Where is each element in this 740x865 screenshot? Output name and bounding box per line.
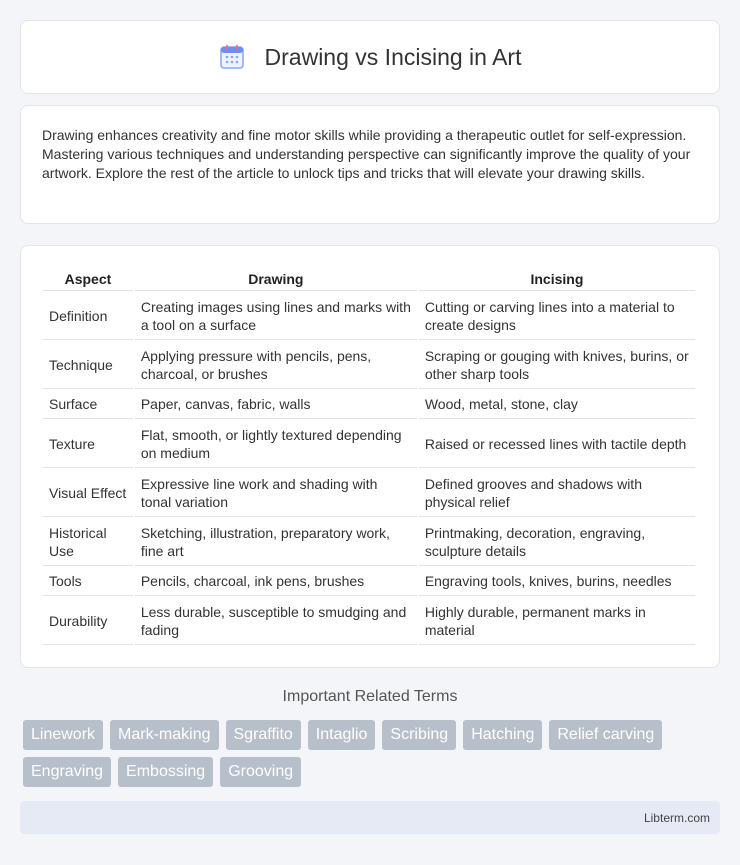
cell-incising: Raised or recessed lines with tactile depth [419,419,695,468]
table-row [43,419,695,468]
table-row [43,566,695,596]
term-tag[interactable]: Engraving [23,757,111,787]
cell-aspect: Surface [43,389,133,419]
column-header-drawing: Drawing [135,266,417,291]
table-row [43,468,695,517]
related-terms-list [23,720,723,787]
cell-drawing: Sketching, illustration, preparatory work, fine art [135,517,417,566]
table-header-row [43,266,695,291]
cell-aspect: Visual Effect [43,468,133,517]
term-tag[interactable]: Relief carving [549,720,662,750]
cell-incising: Cutting or carving lines into a material to create designs [419,291,695,340]
table-row [43,517,695,566]
related-terms-title: Important Related Terms [282,688,458,705]
footer [20,801,720,834]
cell-incising: Scraping or gouging with knives, burins, or other sharp tools [419,340,695,389]
term-tag[interactable]: Linework [23,720,103,750]
cell-drawing: Expressive line work and shading with tonal variation [135,468,417,517]
term-tag[interactable]: Hatching [463,720,542,750]
cell-aspect: Texture [43,419,133,468]
cell-incising: Printmaking, decoration, engraving, sculpture details [419,517,695,566]
table-row [43,291,695,340]
cell-drawing: Pencils, charcoal, ink pens, brushes [135,566,417,596]
column-header-incising: Incising [419,266,695,291]
cell-aspect: Definition [43,291,133,340]
cell-incising: Defined grooves and shadows with physical relief [419,468,695,517]
header [219,44,522,71]
term-tag[interactable]: Embossing [118,757,213,787]
cell-incising: Engraving tools, knives, burins, needles [419,566,695,596]
cell-drawing: Less durable, susceptible to smudging and fading [135,596,417,645]
page-title: Drawing vs Incising in Art [264,43,522,70]
term-tag[interactable]: Grooving [220,757,301,787]
cell-drawing: Flat, smooth, or lightly textured depending on medium [135,419,417,468]
term-tag[interactable]: Scribing [382,720,456,750]
intro-text: Drawing enhances creativity and fine motor skills while providing a therapeutic outlet for self-expression. Mastering various techniques and understanding perspective can significantly improve the quality of your artwork. Explore the rest of the article to unlock tips and tricks that will elevate your drawing skills. [42,127,691,181]
footer-site-link[interactable]: Libterm.com [643,810,710,825]
term-tag[interactable]: Intaglio [308,720,376,750]
term-tag[interactable]: Sgraffito [226,720,301,750]
cell-drawing: Creating images using lines and marks with a tool on a surface [135,291,417,340]
intro-card [20,105,720,224]
cell-incising: Wood, metal, stone, clay [419,389,695,419]
calendar-icon [219,44,245,70]
table-row [43,596,695,645]
comparison-card [20,245,720,668]
cell-drawing: Applying pressure with pencils, pens, charcoal, or brushes [135,340,417,389]
cell-aspect: Technique [43,340,133,389]
table-row [43,340,695,389]
cell-incising: Highly durable, permanent marks in material [419,596,695,645]
table-row [43,389,695,419]
comparison-table [41,266,697,645]
term-tag[interactable]: Mark-making [110,720,218,750]
cell-drawing: Paper, canvas, fabric, walls [135,389,417,419]
cell-aspect: Historical Use [43,517,133,566]
column-header-aspect: Aspect [43,266,133,291]
cell-aspect: Tools [43,566,133,596]
cell-aspect: Durability [43,596,133,645]
header-card [20,20,720,94]
